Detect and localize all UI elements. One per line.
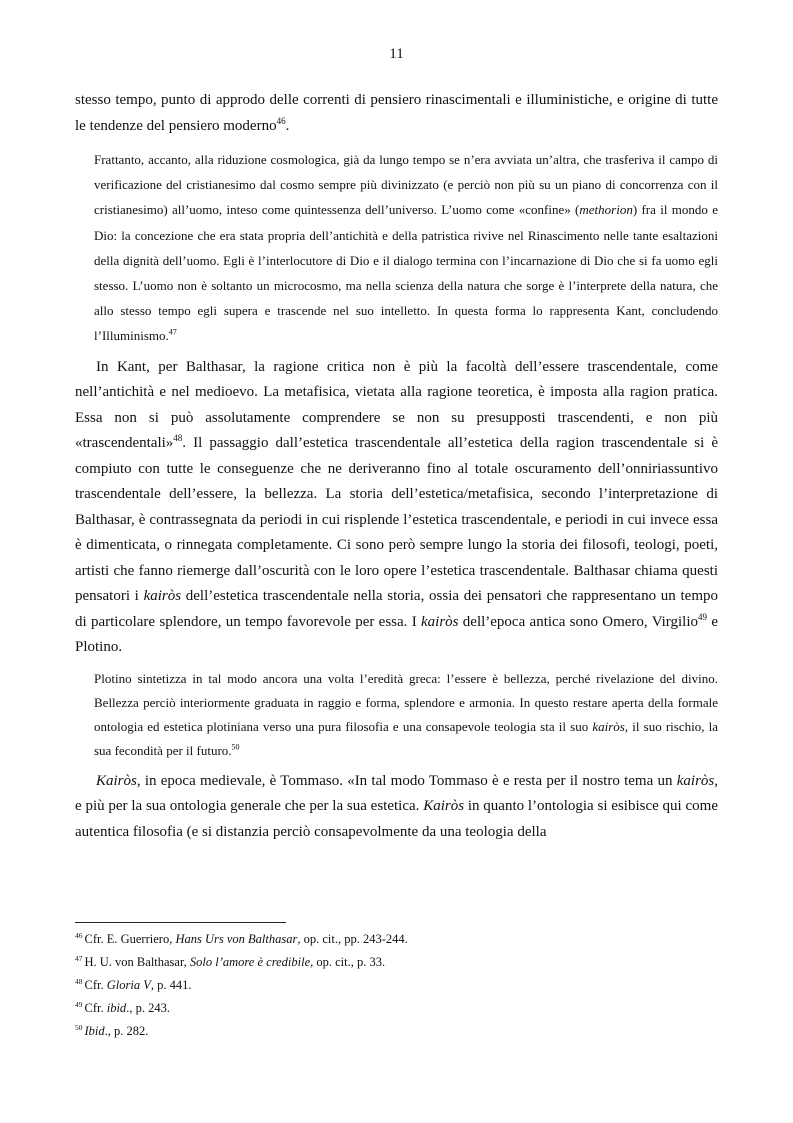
block-quote-1 <box>94 147 718 349</box>
footnote-ref-47[interactable]: 47 <box>168 328 177 338</box>
paragraph-1-text: stesso tempo, punto di approdo delle correnti di pensiero rinascimentali e illuministiche, e origine di tutte le tendenze del pensiero moderno <box>75 92 718 134</box>
page-number: 11 <box>389 46 404 62</box>
paragraph-2-text-3: dell’estetica trascendentale nella storia, ossia dei pensatori che rappresentano un tempo di particolare splendore, un tempo favorevole per essa. I <box>75 588 718 630</box>
paragraph-2-text-4: dell’epoca antica sono Omero, Virgilio <box>458 613 699 630</box>
footnote-title: Gloria V <box>106 978 151 992</box>
paragraph-3-italic-1: Kairòs <box>96 772 137 789</box>
footnote-text: ., p. 282. <box>104 1024 149 1038</box>
footnote-ref-46[interactable]: 46 <box>276 115 286 126</box>
footnote-text: , p. 441. <box>150 978 192 992</box>
footnote-title: Ibid <box>84 1024 105 1038</box>
block-quote-2-italic: kairòs <box>592 718 625 734</box>
footnote-text: Cfr. <box>84 1001 107 1015</box>
paragraph-2-italic-2: kairòs <box>421 613 459 630</box>
footnotes <box>75 929 718 1044</box>
footnote-number: 49 <box>75 999 83 1009</box>
footnote-ref-48[interactable]: 48 <box>173 433 183 444</box>
paragraph-3-italic-2: kairòs <box>676 772 715 789</box>
paragraph-3-italic-3: Kairòs <box>423 798 465 815</box>
block-quote-2-text-2: , il suo rischio, la sua fecondità per il futuro. <box>94 718 719 758</box>
footnote-text: ., p. 243. <box>126 1001 170 1015</box>
footnote-title: Hans Urs von Balthasar <box>175 932 298 946</box>
page-body <box>75 88 718 845</box>
footnote-text: , op. cit., p. 33. <box>310 955 386 969</box>
paragraph-2-text-5: e Plotino. <box>75 613 718 656</box>
paragraph-2-text: In Kant, per Balthasar, la ragione critica non è più la facoltà dell’essere trascendentale, come nell’antichità e nel medioevo. La metafisica, vietata alla ragione teoretica, è imposta alla ragion pratica. Essa non si può assolutamente comprendere se non su presupposti trascendenti, e non più «trascendentali» <box>75 358 718 452</box>
block-quote-2-text: Plotino sintetizza in tal modo ancora una volta l’eredità greca: l’essere è bellezza, perché rivelazione del divino. Bellezza perciò interiormente graduata in raggio e forma, splendore e armonia. In questo restare aperta della formale ontologia ed estetica plotiniana verso una pura filosofia e una consapevole teologia sta il suo <box>94 670 718 734</box>
block-quote-1-text: Frattanto, accanto, alla riduzione cosmologica, già da lungo tempo se n’era avviata un’altra, che trasferiva il campo di verificazione del cristianesimo dal cosmo sempre più divinizzato (e perciò non più su un piano di concorrenza con il cristianesimo) all’uomo, inteso come quintessenza dell’universo. L’uomo come «confine» ( <box>94 152 718 218</box>
paragraph-1 <box>75 88 718 139</box>
paragraph-1-end: . <box>285 117 290 134</box>
block-quote-2 <box>94 667 718 763</box>
footnote-49 <box>75 998 718 1021</box>
block-quote-1-text-2: ) fra il mondo e Dio: la concezione che era stata propria dell’antichità e della patristica rivive nel Rinascimento nelle tante esaltazioni della dignità dell’uomo. Egli è l’interlocutore di Dio e il dialogo termina con l’incarnazione di Dio che si fa uomo egli stesso. L’uomo non è soltanto un microcosmo, ma nella scienza della natura che sorge è l’interprete della natura, che allo stesso tempo egli supera e trascende nel suo intelletto. In questa forma lo rappresenta Kant, concludendo l’Illuminismo. <box>94 202 718 344</box>
footnote-number: 47 <box>75 953 83 963</box>
footnote-50 <box>75 1021 718 1044</box>
footnote-ref-49[interactable]: 49 <box>698 611 708 622</box>
paragraph-2 <box>75 355 718 661</box>
paragraph-3-text-2: , e più per la sua ontologia generale che per la sua estetica. <box>75 772 718 815</box>
paragraph-3-text: , in epoca medievale, è Tommaso. «In tal modo Tommaso è e resta per il nostro tema un <box>136 772 677 789</box>
footnote-number: 48 <box>75 976 83 986</box>
footnote-text: Cfr. E. Guerriero, <box>84 932 176 946</box>
footnote-47 <box>75 952 718 975</box>
footnote-title: ibid <box>106 1001 127 1015</box>
footnote-number: 46 <box>75 930 83 940</box>
footnote-text: , op. cit., pp. 243-244. <box>297 932 408 946</box>
block-quote-1-italic: methorion <box>579 202 633 218</box>
paragraph-2-italic-1: kairòs <box>143 588 182 605</box>
footnote-text: H. U. von Balthasar, <box>84 955 190 969</box>
footnote-46 <box>75 929 718 952</box>
footnote-text: Cfr. <box>84 978 107 992</box>
footnote-separator <box>75 922 286 923</box>
paragraph-3 <box>75 769 718 846</box>
footnote-48 <box>75 975 718 998</box>
footnote-ref-50[interactable]: 50 <box>231 742 240 752</box>
footnote-title: Solo l’amore è credibile <box>189 955 311 969</box>
paragraph-3-text-3: in quanto l’ontologia si esibisce qui come autentica filosofia (e si distanzia perciò consapevolmente da una teologia della <box>75 798 718 840</box>
paragraph-2-text-2: . Il passaggio dall’estetica trascendentale all’estetica della ragion trascendentale si è compiuto con tutte le conseguenze che ne deriveranno fino al totale oscuramento dell’onniriassuntivo trascendentale dell’essere, la bellezza. La storia dell’estetica/metafisica, secondo l’interpretazione di Balthasar, è contrassegnata da periodi in cui risplende l’estetica trascendentale, e periodi in cui invece essa è dimenticata, o rinnegata completamente. Ci sono però sempre lungo la storia dei filosofi, teologi, poeti, artisti che fanno riemerge dall’oscurità con le loro opere l’estetica trascendentale. Balthasar chiama questi pensatori i <box>75 435 718 605</box>
footnote-number: 50 <box>75 1022 83 1032</box>
